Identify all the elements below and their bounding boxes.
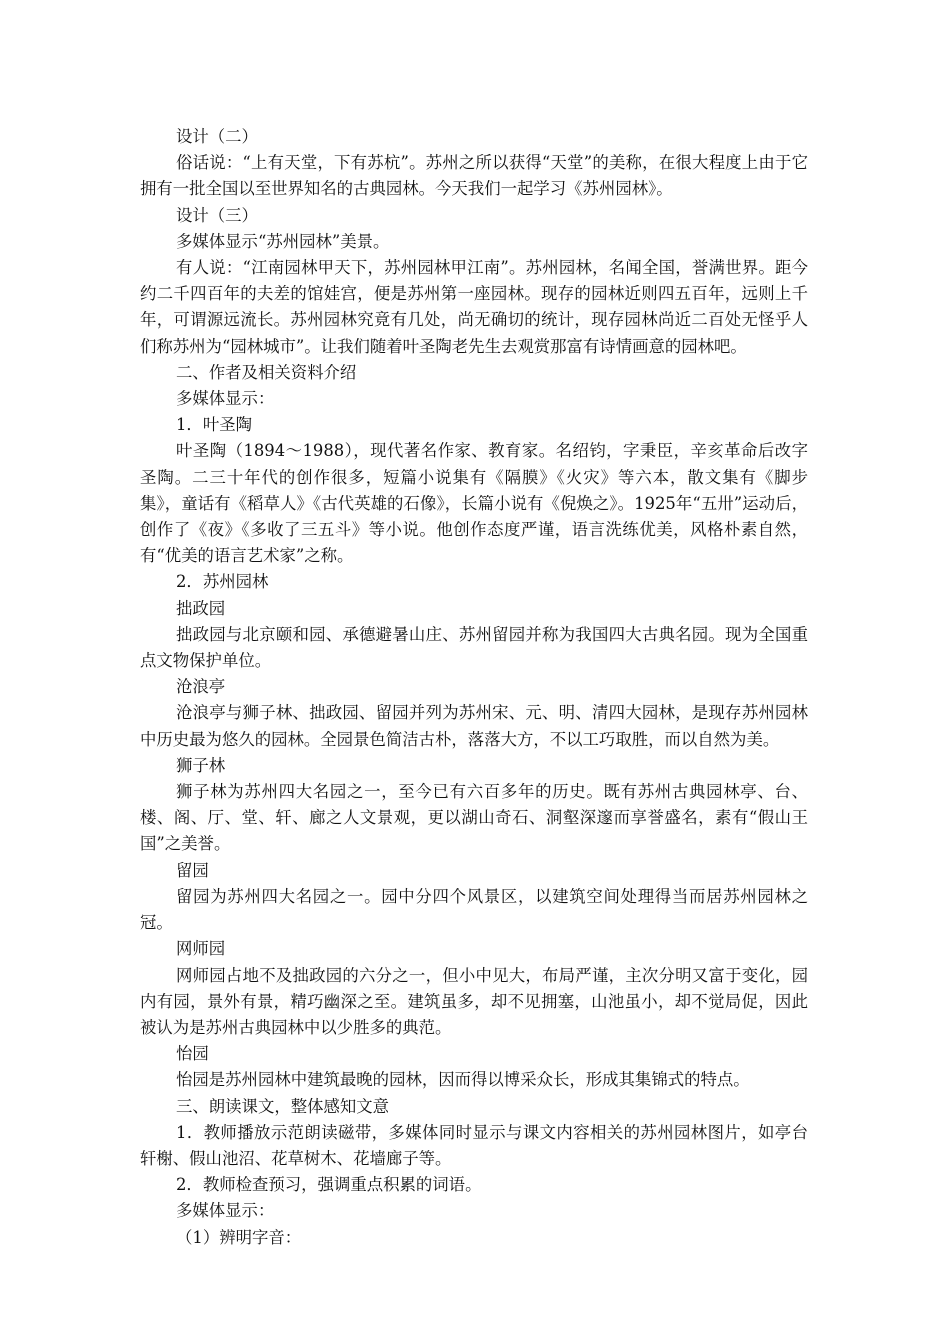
subheading-ye-shengtao: 1．叶圣陶 xyxy=(176,415,252,435)
gardens-intro-paragraph: 有人说：“江南园林甲天下，苏州园林甲江南”。苏州园林，名闻全国，誉满世界。距今约二千四百年的夫差的馆娃宫，便是苏州第一座园林。现存的园林近则四五百年，远则上千年，可谓源远流长。苏州园林究竟有几处，尚无确切的统计，现存园林尚近二百处无怪乎人们称苏州为“园林城市”。让我们随着叶圣陶老先生去观赏那富有诗情画意的园林吧。 xyxy=(140,258,808,356)
garden-desc-wangshi: 网师园占地不及拙政园的六分之一，但小中见大，布局严谨，主次分明又富于变化，园内有园，景外有景，精巧幽深之至。建筑虽多，却不见拥塞，山池虽小，却不觉局促，因此被认为是苏州古典园林中以少胜多的典范。 xyxy=(140,965,808,1037)
subheading-suzhou-gardens: 2．苏州园林 xyxy=(176,572,269,592)
section-heading-reading: 三、朗读课文，整体感知文意 xyxy=(176,1096,390,1116)
garden-name-yiyuan: 怡园 xyxy=(176,1044,209,1064)
garden-desc-canglang: 沧浪亭与狮子林、拙政园、留园并列为苏州宋、元、明、清四大园林，是现存苏州园林中历史最为悠久的园林。全园景色简洁古朴，落落大方，不以工巧取胜，而以自然为美。 xyxy=(140,703,808,749)
multimedia-label-2: 多媒体显示： xyxy=(176,1201,275,1221)
intro-paragraph: 俗话说：“上有天堂，下有苏杭”。苏州之所以获得“天堂”的美称，在很大程度上由于它拥有一批全国以至世界知名的古典园林。今天我们一起学习《苏州园林》。 xyxy=(140,153,808,199)
heading-design-2: 设计（二） xyxy=(176,127,258,146)
garden-name-zhuozheng: 拙政园 xyxy=(176,598,226,618)
garden-name-wangshi: 网师园 xyxy=(176,939,226,959)
pronunciation-item: （1）辨明字音： xyxy=(176,1227,302,1247)
heading-design-3: 设计（三） xyxy=(176,205,258,225)
reading-step-1: 1．教师播放示范朗读磁带，多媒体同时显示与课文内容相关的苏州园林图片，如亭台轩榭、假山池沼、花草树木、花墙廊子等。 xyxy=(140,1122,808,1168)
garden-desc-liuyuan: 留园为苏州四大名园之一。园中分四个风景区，以建筑空间处理得当而居苏州园林之冠。 xyxy=(140,886,808,933)
section-heading-author: 二、作者及相关资料介绍 xyxy=(176,362,357,382)
document-page xyxy=(140,124,808,1251)
multimedia-label: 多媒体显示： xyxy=(176,389,275,409)
author-bio-paragraph: 叶圣陶（1894～1988），现代著名作家、教育家。名绍钧，字秉臣，辛亥革命后改字圣陶。二三十年代的创作很多，短篇小说集有《隔膜》《火灾》等六本，散文集有《脚步集》，童话有《稻草人》《古代英雄的石像》，长篇小说有《倪焕之》。1925年“五卅”运动后，创作了《夜》《多收了三五斗》等小说。他创作态度严谨，语言洗练优美，风格朴素自然，有“优美的语言艺术家”之称。 xyxy=(140,441,808,566)
garden-desc-zhuozheng: 拙政园与北京颐和园、承德避暑山庄、苏州留园并称为我国四大古典名园。现为全国重点文物保护单位。 xyxy=(140,624,808,671)
garden-name-liuyuan: 留园 xyxy=(176,860,209,880)
garden-name-canglang: 沧浪亭 xyxy=(176,677,226,697)
reading-step-2: 2．教师检查预习，强调重点积累的词语。 xyxy=(176,1175,482,1195)
multimedia-note: 多媒体显示“苏州园林”美景。 xyxy=(176,231,390,251)
garden-desc-shizilin: 狮子林为苏州四大名园之一，至今已有六百多年的历史。既有苏州古典园林亭、台、楼、阁、厅、堂、轩、廊之人文景观，更以湖山奇石、洞壑深邃而享誉盛名，素有“假山王国”之美誉。 xyxy=(140,782,808,854)
garden-desc-yiyuan: 怡园是苏州园林中建筑最晚的园林，因而得以博采众长，形成其集锦式的特点。 xyxy=(176,1070,750,1090)
garden-name-shizilin: 狮子林 xyxy=(176,755,226,775)
